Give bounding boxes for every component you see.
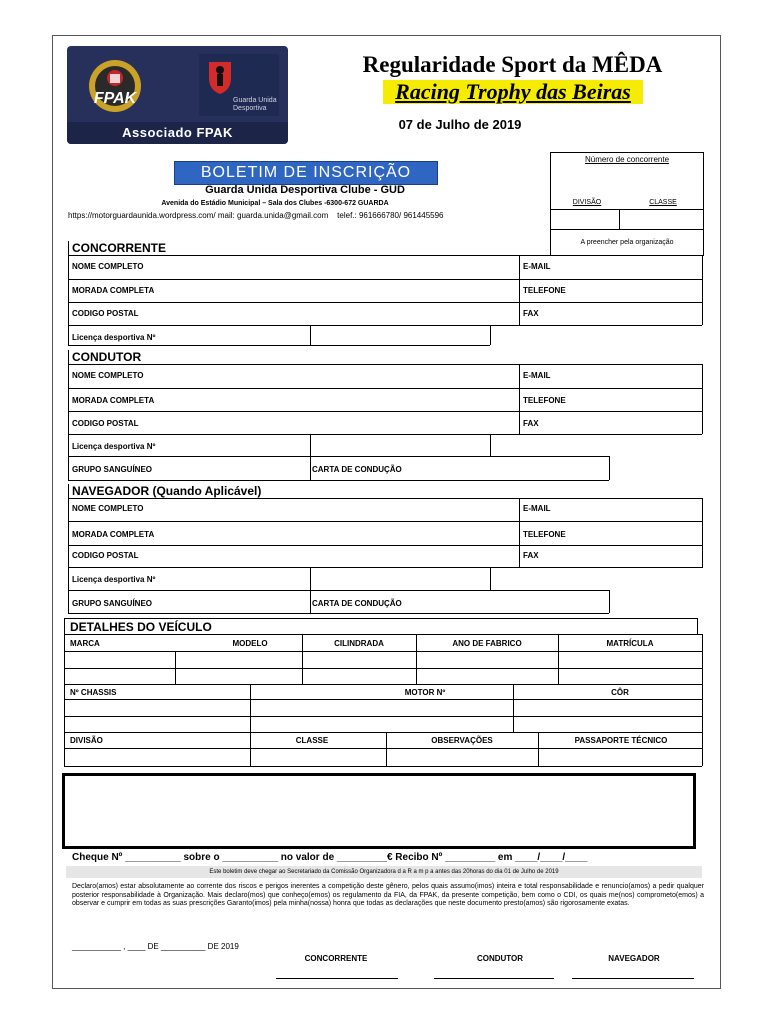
veiculo-motor-label: MOTOR Nº xyxy=(404,688,446,697)
logo-assoc-text: Associado FPAK xyxy=(67,122,288,144)
page-title: Regularidade Sport da MÊDA xyxy=(362,52,663,77)
cheque-line: Cheque Nº __________ sobre o __________ no valor de _________€ Recibo Nº _________ em ____/____/____ xyxy=(72,852,588,863)
condutor-grupo-label: GRUPO SANGUÍNEO xyxy=(72,465,153,474)
veiculo-matricula-label: MATRÍCULA xyxy=(606,639,654,648)
sig-concorrente-label: CONCORRENTE xyxy=(304,954,368,963)
numero-concorrente-label: Número de concorrente xyxy=(584,155,670,164)
condutor-codigo-label: CODIGO POSTAL xyxy=(72,419,139,428)
event-date: 07 de Julho de 2019 xyxy=(398,117,522,132)
sig-condutor-label: CONDUTOR xyxy=(476,954,524,963)
club-contacts xyxy=(68,211,548,220)
tel-text: telef.: 961666780/ 961445596 xyxy=(337,211,444,220)
organization-note: A preencher pela organização xyxy=(580,239,674,246)
date-line: ___________ , ____ DE __________ DE 2019 xyxy=(72,942,239,951)
svg-text:Desportiva: Desportiva xyxy=(233,105,267,112)
navegador-grupo-label: GRUPO SANGUÍNEO xyxy=(72,599,153,608)
sig-navegador-line[interactable] xyxy=(572,978,694,979)
divisao-label: DIVISÃO xyxy=(572,199,602,206)
mail-text: mail: guarda.unida@gmail.com xyxy=(217,211,329,220)
navegador-carta-label: CARTA DE CONDUÇÃO xyxy=(312,599,402,608)
concorrente-telefone-label: TELEFONE xyxy=(523,286,566,295)
boletim-banner: BOLETIM DE INSCRIÇÃO xyxy=(174,161,438,185)
classe-label: CLASSE xyxy=(649,199,677,206)
navegador-morada-label: MORADA COMPLETA xyxy=(72,530,155,539)
veiculo-passaporte-label: PASSAPORTE TÉCNICO xyxy=(574,736,668,745)
page-subtitle: Racing Trophy das Beiras xyxy=(383,80,643,104)
svg-text:Guarda Unida: Guarda Unida xyxy=(233,97,277,104)
fpak-badge-icon xyxy=(79,58,151,118)
website-link[interactable]: https://motorguardaunida.wordpress.com/ xyxy=(68,211,216,220)
navegador-telefone-label: TELEFONE xyxy=(523,530,566,539)
concorrente-licenca-label: Licença desportiva Nº xyxy=(72,333,156,342)
veiculo-classe-label: CLASSE xyxy=(295,736,329,745)
sig-condutor-line[interactable] xyxy=(434,978,554,979)
svg-text:FPAK: FPAK xyxy=(93,90,137,107)
concorrente-codigo-label: CODIGO POSTAL xyxy=(72,309,139,318)
section-veiculo: DETALHES DO VEÍCULO xyxy=(70,620,212,634)
condutor-email-label: E-MAIL xyxy=(523,371,551,380)
concorrente-email-label: E-MAIL xyxy=(523,262,551,271)
navegador-codigo-label: CODIGO POSTAL xyxy=(72,551,139,560)
veiculo-ano-label: ANO DE FABRICO xyxy=(452,639,522,648)
section-concorrente: CONCORRENTE xyxy=(72,241,167,255)
section-condutor: CONDUTOR xyxy=(72,350,142,364)
navegador-fax-label: FAX xyxy=(523,551,539,560)
concorrente-nome-label: NOME COMPLETO xyxy=(72,262,144,271)
organization-box xyxy=(550,152,704,256)
veiculo-modelo-label: MODELO xyxy=(232,639,268,648)
sig-navegador-label: NAVEGADOR xyxy=(608,954,660,963)
concorrente-fax-label: FAX xyxy=(523,309,539,318)
veiculo-cor-label: CÔR xyxy=(611,688,629,697)
deadline-notice: Este boletim deve chegar ao Secretariado da Comissão Organizadora d a R a m p a antes das 20horas do dia 01 de Julho de 2019 xyxy=(66,866,702,878)
veiculo-marca-label: MARCA xyxy=(70,639,100,648)
club-name: Guarda Unida Desportiva Clube - GUD xyxy=(205,184,405,196)
veiculo-cilindrada-label: CILINDRADA xyxy=(334,639,384,648)
veiculo-divisao-label: DIVISÃO xyxy=(70,736,103,745)
declaration-text: Declaro(amos) estar absolutamente ao corrente dos riscos e perigos inerentes a competição deste gênero, pelos quais assumo(imos) inteira e total responsabilidade e renuncio(amos) a pedir qualquer posterior responsabilidade à Organização. Mais declaro(mos) que conheço(emos) os regulamento da FIA, da FPAK, da presente competição, bem como o CDI, os quais me(nos) comprometo(emos) a observar e cumprir em todas as suas prescrições Garanto(imos) pela minha(nossa) honra que todas as declarações que neste documento presto(amos) são rigorosamente exatas. xyxy=(72,883,704,907)
club-address: Avenida do Estádio Municipal – Sala dos Clubes -6300-672 GUARDA xyxy=(161,200,389,207)
navegador-email-label: E-MAIL xyxy=(523,504,551,513)
condutor-nome-label: NOME COMPLETO xyxy=(72,371,144,380)
condutor-telefone-label: TELEFONE xyxy=(523,396,566,405)
fpak-logo xyxy=(67,46,288,144)
sig-concorrente-line[interactable] xyxy=(276,978,398,979)
condutor-licenca-label: Licença desportiva Nº xyxy=(72,442,156,451)
section-navegador: NAVEGADOR (Quando Aplicável) xyxy=(72,484,262,498)
condutor-carta-label: CARTA DE CONDUÇÃO xyxy=(312,465,402,474)
gud-shield-icon xyxy=(199,54,279,116)
veiculo-chassis-label: Nº CHASSIS xyxy=(70,688,117,697)
veiculo-observacoes-label: OBSERVAÇÕES xyxy=(431,736,493,745)
navegador-licenca-label: Licença desportiva Nº xyxy=(72,575,156,584)
concorrente-morada-label: MORADA COMPLETA xyxy=(72,286,155,295)
gud-logo xyxy=(199,54,279,116)
condutor-fax-label: FAX xyxy=(523,419,539,428)
navegador-nome-label: NOME COMPLETO xyxy=(72,504,144,513)
observations-box[interactable] xyxy=(62,773,696,849)
condutor-morada-label: MORADA COMPLETA xyxy=(72,396,155,405)
